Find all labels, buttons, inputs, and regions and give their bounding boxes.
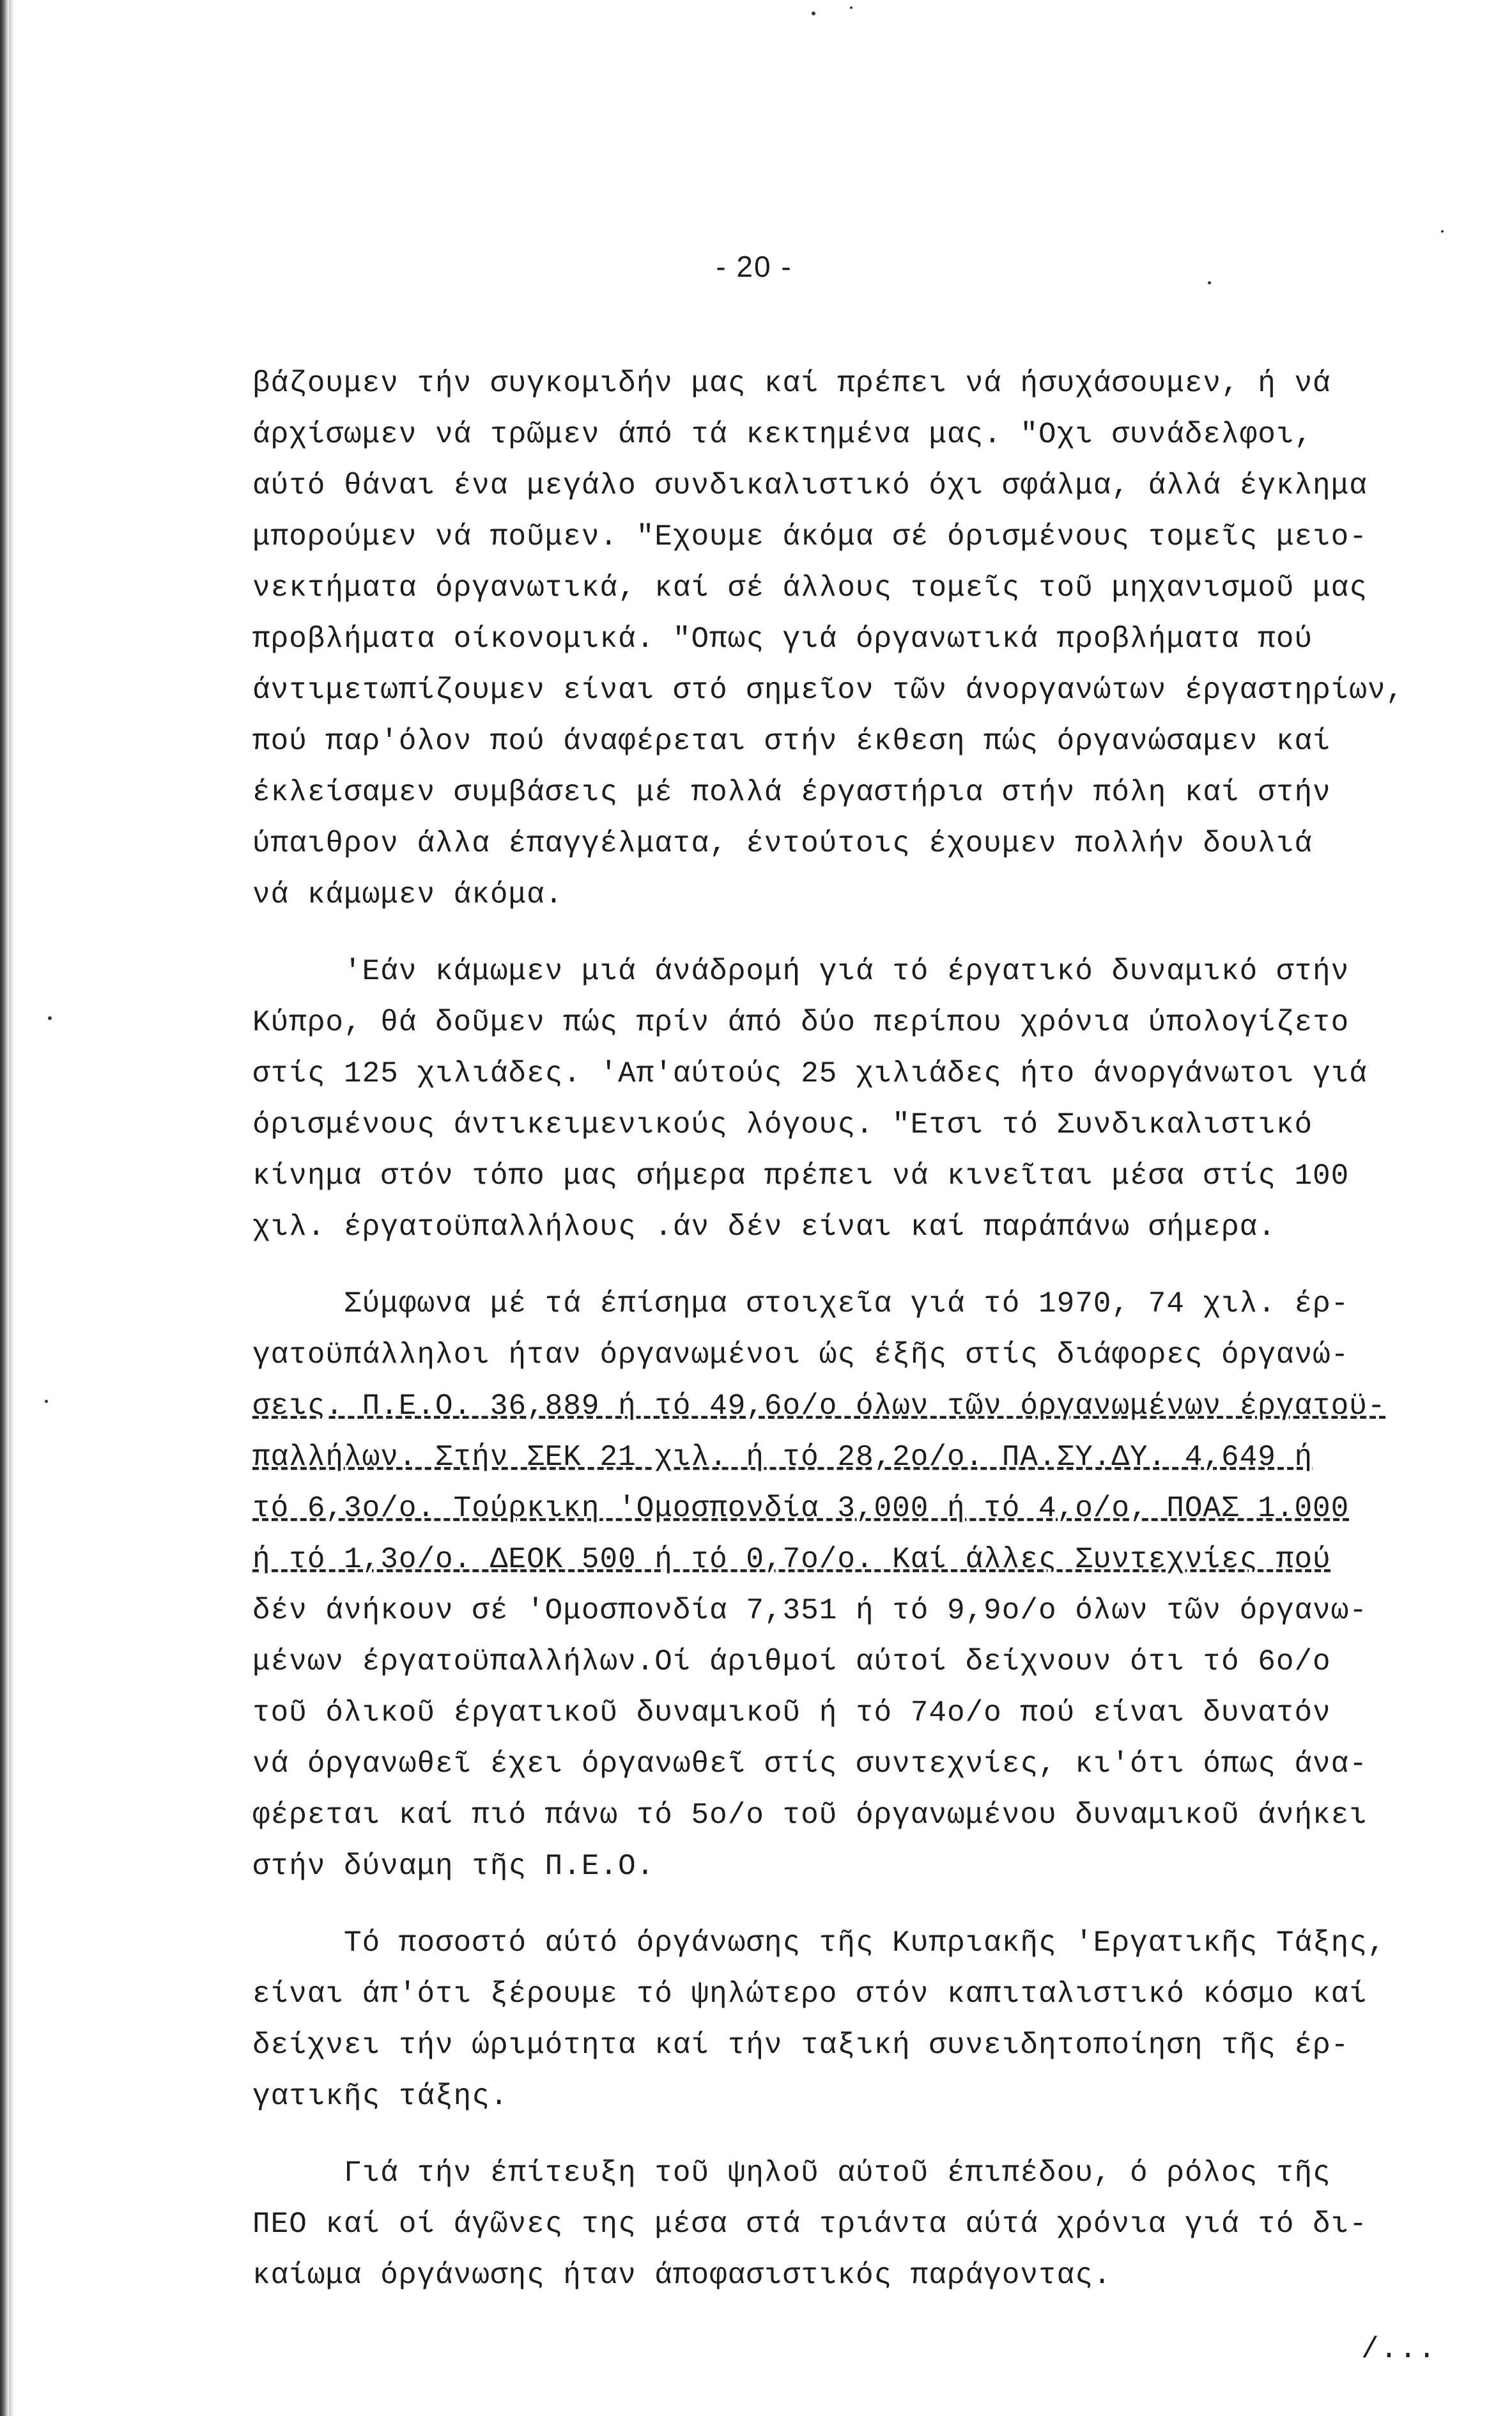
text-line: χιλ. έργατοϋπαλλήλους .άν δέν είναι καί παράπάνω σήμερα. [252, 1211, 1276, 1244]
body-text [252, 358, 1486, 2301]
text-line: δείχνει τήν ώριμότητα καί τήν ταξική συνειδητοποίηση τῆς έρ- [252, 2029, 1350, 2062]
paragraph [252, 358, 1486, 920]
binding-edge-fade [9, 0, 14, 2416]
scan-speck [812, 12, 815, 15]
page-number: - 20 - [716, 250, 792, 283]
text-line: κίνημα στόν τόπο μας σήμερα πρέπει νά κινεῖται μέσα στίς 100 [252, 1159, 1350, 1193]
text-line: ύπαιθρον άλλα έπαγγέλματα, έντούτοις έχουμεν πολλήν δουλιά [252, 827, 1313, 860]
text-line: παλλήλων. Στήν ΣΕΚ 21 χιλ. ή τό 28,2ο/ο. ΠΑ.ΣΥ.ΔΥ. 4,649 ή [252, 1441, 1313, 1474]
text-line: τό 6,3ο/ο. Τούρκικη 'Ομοσπονδία 3,000 ή τό 4,ο/ο, ΠΟΑΣ 1.000 [252, 1492, 1350, 1525]
text-line: νά όργανωθεῖ έχει όργανωθεῖ στίς συντεχνίες, κι'ότι όπως άνα- [252, 1747, 1368, 1781]
text-line: ή τό 1,3ο/ο. ΔΕΟΚ 500 ή τό 0,7ο/ο. Καί άλλες Συντεχνίες πού [252, 1543, 1331, 1576]
text-line: δέν άνήκουν σέ 'Ομοσπονδία 7,351 ή τό 9,9ο/ο όλων τῶν όργανω- [252, 1594, 1368, 1627]
paragraph [252, 946, 1486, 1253]
text-line: ΠΕΟ καί οί άγῶνες της μέσα στά τριάντα αύτά χρόνια γιά τό δι- [252, 2208, 1368, 2241]
paragraph [252, 1917, 1486, 2122]
text-line: είναι άπ'ότι ξέρουμε τό ψηλώτερο στόν καπιταλιστικό κόσμο καί [252, 1978, 1368, 2011]
text-line: στίς 125 χιλιάδες. 'Απ'αύτούς 25 χιλιάδες ήτο άνοργάνωτοι γιά [252, 1057, 1368, 1090]
binding-edge-shadow [0, 0, 9, 2416]
text-line: βάζουμεν τήν συγκομιδήν μας καί πρέπει νά ήσυχάσουμεν, ή νά [252, 367, 1331, 400]
scan-speck [1208, 281, 1211, 284]
text-line: γατοϋπάλληλοι ήταν όργανωμένοι ώς έξῆς στίς διάφορες όργανώ- [252, 1338, 1350, 1372]
text-line: μπορούμεν νά ποῦμεν. "Εχουμε άκόμα σέ όρισμένους τομεῖς μειο- [252, 520, 1368, 554]
text-line: στήν δύναμη τῆς Π.Ε.Ο. [252, 1850, 655, 1883]
text-line: Κύπρο, θά δοῦμεν πώς πρίν άπό δύο περίπου χρόνια ύπολογίζετο [252, 1006, 1350, 1039]
text-line: άρχίσωμεν νά τρῶμεν άπό τά κεκτημένα μας. "Οχι συνάδελφοι, [252, 418, 1313, 451]
scan-speck [1441, 230, 1444, 233]
scan-speck [850, 6, 852, 9]
scan-speck [45, 1400, 48, 1403]
text-line: προβλήματα οίκονομικά. "Οπως γιά όργανωτικά προβλήματα πού [252, 623, 1313, 656]
text-line: Τό ποσοστό αύτό όργάνωσης τῆς Κυπριακῆς 'Εργατικῆς Τάξης, [252, 1926, 1386, 1960]
text-line: νεκτήματα όργανωτικά, καί σέ άλλους τομεῖς τοῦ μηχανισμοῦ μας [252, 571, 1368, 605]
paragraph [252, 1278, 1486, 1892]
text-line: όρισμένους άντικειμενικούς λόγους. "Ετσι τό Συνδικαλιστικό [252, 1108, 1313, 1142]
text-line: Γιά τήν έπίτευξη τοῦ ψηλοῦ αύτοῦ έπιπέδου, ό ρόλος τῆς [252, 2157, 1331, 2190]
scan-speck [48, 1016, 52, 1020]
continuation-mark: /... [1361, 2333, 1437, 2366]
text-line: πού παρ'όλον πού άναφέρεται στήν έκθεση πώς όργανώσαμεν καί [252, 725, 1331, 758]
text-line: τοῦ όλικοῦ έργατικοῦ δυναμικοῦ ή τό 74ο/ο πού είναι δυνατόν [252, 1696, 1331, 1730]
paragraph [252, 2148, 1486, 2301]
text-line: νά κάμωμεν άκόμα. [252, 878, 564, 911]
text-line: αύτό θάναι ένα μεγάλο συνδικαλιστικό όχι σφάλμα, άλλά έγκλημα [252, 469, 1368, 502]
text-line: άντιμετωπίζουμεν είναι στό σημεῖον τῶν άνοργανώτων έργαστηρίων, [252, 674, 1405, 707]
text-line: Σύμφωνα μέ τά έπίσημα στοιχεῖα γιά τό 1970, 74 χιλ. έρ- [252, 1287, 1350, 1320]
text-line: μένων έργατοϋπαλλήλων.Οί άριθμοί αύτοί δείχνουν ότι τό 6ο/ο [252, 1645, 1331, 1678]
text-line: φέρεται καί πιό πάνω τό 5ο/ο τοῦ όργανωμένου δυναμικοῦ άνήκει [252, 1799, 1368, 1832]
text-line: γατικῆς τάξης. [252, 2080, 509, 2113]
text-line: έκλείσαμεν συμβάσεις μέ πολλά έργαστήρια στήν πόλη καί στήν [252, 776, 1331, 809]
text-line: σεις. Π.Ε.Ο. 36,889 ή τό 49,6ο/ο όλων τῶν όργανωμένων έργατοϋ- [252, 1390, 1386, 1423]
text-line: 'Εάν κάμωμεν μιά άνάδρομή γιά τό έργατικό δυναμικό στήν [252, 955, 1350, 988]
text-line: καίωμα όργάνωσης ήταν άποφασιστικός παράγοντας. [252, 2259, 1112, 2292]
